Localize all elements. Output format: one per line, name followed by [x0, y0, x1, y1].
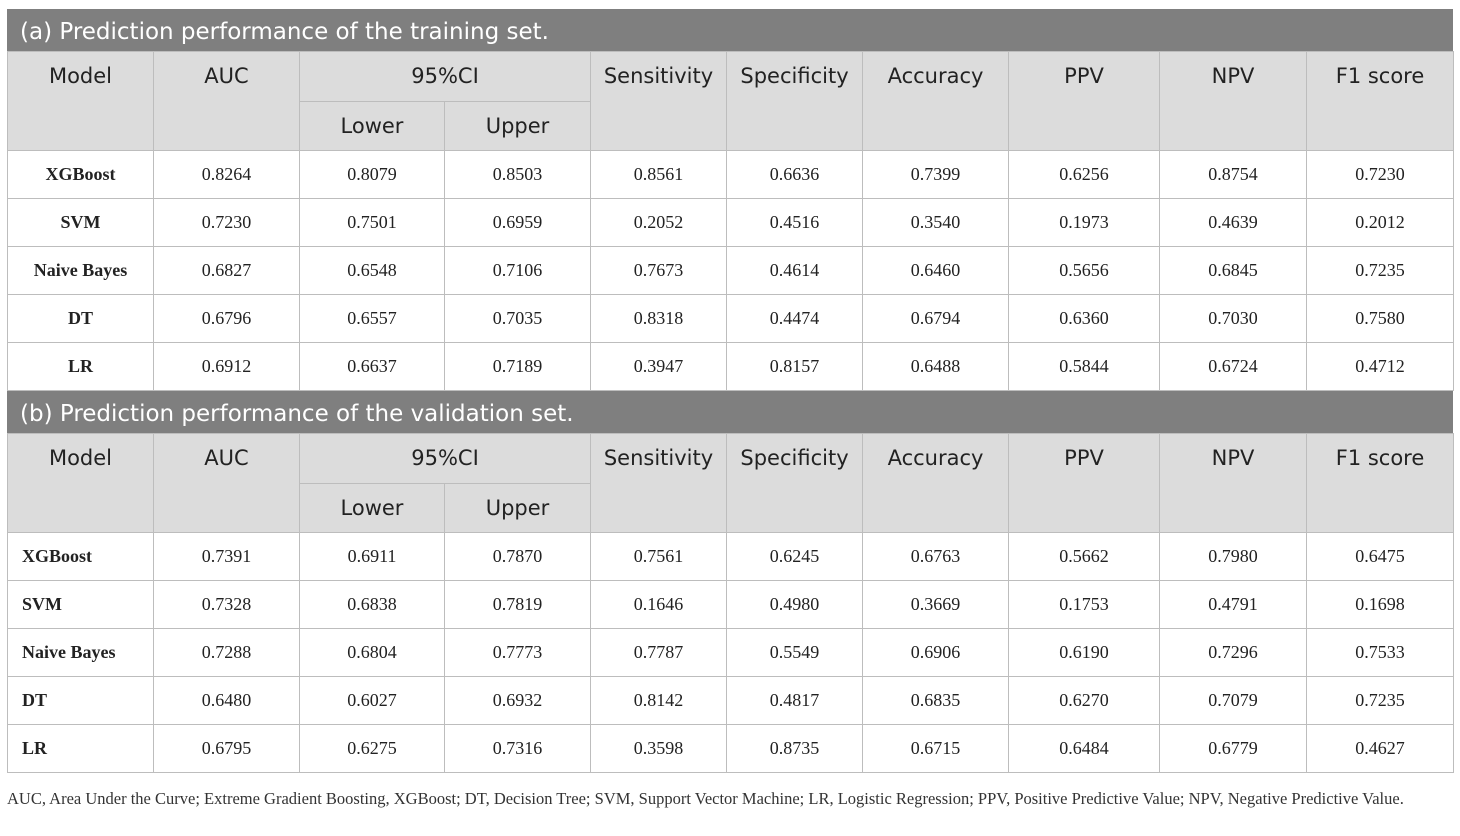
metric-cell: 0.6637: [300, 343, 445, 391]
metric-cell: 0.4817: [727, 677, 863, 725]
metric-cell: 0.7189: [445, 343, 591, 391]
model-name-cell: LR: [8, 343, 154, 391]
metric-cell: 0.8157: [727, 343, 863, 391]
metric-cell: 0.6557: [300, 295, 445, 343]
table-row: [8, 725, 1454, 773]
metric-cell: 0.5549: [727, 629, 863, 677]
metric-cell: 0.4614: [727, 247, 863, 295]
training-set-table: [7, 51, 1454, 391]
metric-cell: 0.6959: [445, 199, 591, 247]
metric-cell: 0.4516: [727, 199, 863, 247]
model-name-cell: DT: [8, 295, 154, 343]
model-name-cell: SVM: [8, 581, 154, 629]
metric-cell: 0.2012: [1307, 199, 1454, 247]
metric-cell: 0.5662: [1009, 533, 1160, 581]
metric-cell: 0.7980: [1160, 533, 1307, 581]
metric-cell: 0.3947: [591, 343, 727, 391]
table-row: [8, 629, 1454, 677]
header-lower: Lower: [300, 102, 445, 151]
metric-cell: 0.4791: [1160, 581, 1307, 629]
footnote: AUC, Area Under the Curve; Extreme Gradient Boosting, XGBoost; DT, Decision Tree; SVM, Support Vector Machine; LR, Logistic Regression; PPV, Positive Predictive Value; NPV, Negative Predictive Value.: [7, 789, 1404, 808]
metric-cell: 0.8264: [154, 151, 300, 199]
metric-cell: 0.6190: [1009, 629, 1160, 677]
metric-cell: 0.7296: [1160, 629, 1307, 677]
metric-cell: 0.7580: [1307, 295, 1454, 343]
model-name-cell: XGBoost: [8, 151, 154, 199]
metric-cell: 0.7787: [591, 629, 727, 677]
panel-a-title: (a) Prediction performance of the training set.: [7, 9, 1453, 51]
metric-cell: 0.7819: [445, 581, 591, 629]
header-ci: 95%CI: [300, 434, 591, 484]
metric-cell: 0.6794: [863, 295, 1009, 343]
metric-cell: 0.3540: [863, 199, 1009, 247]
metric-cell: 0.1646: [591, 581, 727, 629]
metric-cell: 0.7230: [1307, 151, 1454, 199]
header-specificity: Specificity: [727, 434, 863, 533]
validation-set-table: [7, 433, 1454, 773]
metric-cell: 0.6475: [1307, 533, 1454, 581]
header-upper: Upper: [445, 484, 591, 533]
table-row: [8, 581, 1454, 629]
metric-cell: 0.7316: [445, 725, 591, 773]
metric-cell: 0.2052: [591, 199, 727, 247]
metric-cell: 0.6256: [1009, 151, 1160, 199]
metric-cell: 0.7533: [1307, 629, 1454, 677]
metric-cell: 0.7773: [445, 629, 591, 677]
metric-cell: 0.6360: [1009, 295, 1160, 343]
metric-cell: 0.6715: [863, 725, 1009, 773]
metric-cell: 0.4980: [727, 581, 863, 629]
metric-cell: 0.6845: [1160, 247, 1307, 295]
metric-cell: 0.6245: [727, 533, 863, 581]
table-row: [8, 677, 1454, 725]
header-npv: NPV: [1160, 52, 1307, 151]
metric-cell: 0.4474: [727, 295, 863, 343]
header-accuracy: Accuracy: [863, 52, 1009, 151]
model-name-cell: Naive Bayes: [8, 629, 154, 677]
metric-cell: 0.8142: [591, 677, 727, 725]
metric-cell: 0.1973: [1009, 199, 1160, 247]
metric-cell: 0.7106: [445, 247, 591, 295]
metric-cell: 0.7561: [591, 533, 727, 581]
metric-cell: 0.6838: [300, 581, 445, 629]
metric-cell: 0.8561: [591, 151, 727, 199]
header-model: Model: [8, 52, 154, 151]
metric-cell: 0.4639: [1160, 199, 1307, 247]
metric-cell: 0.6460: [863, 247, 1009, 295]
metric-cell: 0.7230: [154, 199, 300, 247]
panel-b-title: (b) Prediction performance of the validation set.: [7, 391, 1453, 433]
metric-cell: 0.7673: [591, 247, 727, 295]
metric-cell: 0.6779: [1160, 725, 1307, 773]
metric-cell: 0.4627: [1307, 725, 1454, 773]
metric-cell: 0.7870: [445, 533, 591, 581]
header-specificity: Specificity: [727, 52, 863, 151]
table-row: [8, 343, 1454, 391]
metric-cell: 0.6270: [1009, 677, 1160, 725]
metric-cell: 0.1753: [1009, 581, 1160, 629]
header-upper: Upper: [445, 102, 591, 151]
model-name-cell: DT: [8, 677, 154, 725]
metric-cell: 0.6484: [1009, 725, 1160, 773]
metric-cell: 0.6912: [154, 343, 300, 391]
results-document: [7, 9, 1453, 773]
header-auc: AUC: [154, 434, 300, 533]
header-f1: F1 score: [1307, 434, 1454, 533]
validation-set-body: [8, 533, 1454, 773]
metric-cell: 0.6480: [154, 677, 300, 725]
header-sensitivity: Sensitivity: [591, 434, 727, 533]
metric-cell: 0.7501: [300, 199, 445, 247]
metric-cell: 0.3669: [863, 581, 1009, 629]
training-set-body: [8, 151, 1454, 391]
metric-cell: 0.6548: [300, 247, 445, 295]
metric-cell: 0.8503: [445, 151, 591, 199]
header-lower: Lower: [300, 484, 445, 533]
metric-cell: 0.7391: [154, 533, 300, 581]
header-f1: F1 score: [1307, 52, 1454, 151]
model-name-cell: XGBoost: [8, 533, 154, 581]
metric-cell: 0.3598: [591, 725, 727, 773]
header-ppv: PPV: [1009, 434, 1160, 533]
header-npv: NPV: [1160, 434, 1307, 533]
metric-cell: 0.7035: [445, 295, 591, 343]
metric-cell: 0.5656: [1009, 247, 1160, 295]
metric-cell: 0.7328: [154, 581, 300, 629]
table-row: [8, 533, 1454, 581]
metric-cell: 0.6932: [445, 677, 591, 725]
table-row: [8, 247, 1454, 295]
metric-cell: 0.8754: [1160, 151, 1307, 199]
metric-cell: 0.6796: [154, 295, 300, 343]
metric-cell: 0.8318: [591, 295, 727, 343]
metric-cell: 0.6906: [863, 629, 1009, 677]
model-name-cell: SVM: [8, 199, 154, 247]
header-model: Model: [8, 434, 154, 533]
metric-cell: 0.6636: [727, 151, 863, 199]
table-row: [8, 295, 1454, 343]
table-row: [8, 151, 1454, 199]
metric-cell: 0.7030: [1160, 295, 1307, 343]
metric-cell: 0.1698: [1307, 581, 1454, 629]
metric-cell: 0.6275: [300, 725, 445, 773]
metric-cell: 0.6763: [863, 533, 1009, 581]
metric-cell: 0.8079: [300, 151, 445, 199]
metric-cell: 0.4712: [1307, 343, 1454, 391]
metric-cell: 0.7399: [863, 151, 1009, 199]
metric-cell: 0.6795: [154, 725, 300, 773]
metric-cell: 0.7288: [154, 629, 300, 677]
metric-cell: 0.5844: [1009, 343, 1160, 391]
metric-cell: 0.6911: [300, 533, 445, 581]
metric-cell: 0.7235: [1307, 677, 1454, 725]
header-auc: AUC: [154, 52, 300, 151]
header-accuracy: Accuracy: [863, 434, 1009, 533]
metric-cell: 0.8735: [727, 725, 863, 773]
header-ci: 95%CI: [300, 52, 591, 102]
metric-cell: 0.7235: [1307, 247, 1454, 295]
metric-cell: 0.6804: [300, 629, 445, 677]
metric-cell: 0.6835: [863, 677, 1009, 725]
metric-cell: 0.6488: [863, 343, 1009, 391]
metric-cell: 0.7079: [1160, 677, 1307, 725]
table-row: [8, 199, 1454, 247]
header-ppv: PPV: [1009, 52, 1160, 151]
header-sensitivity: Sensitivity: [591, 52, 727, 151]
model-name-cell: LR: [8, 725, 154, 773]
model-name-cell: Naive Bayes: [8, 247, 154, 295]
metric-cell: 0.6724: [1160, 343, 1307, 391]
metric-cell: 0.6827: [154, 247, 300, 295]
metric-cell: 0.6027: [300, 677, 445, 725]
